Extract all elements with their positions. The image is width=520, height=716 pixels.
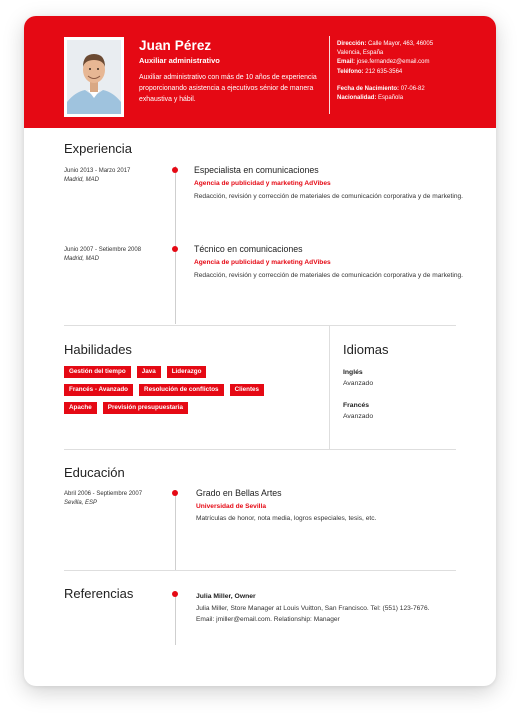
- reference-line-1: Julia Miller, Store Manager at Louis Vuitton, San Francisco. Tel: (551) 123-7676.: [196, 605, 430, 612]
- skill-tag: Clientes: [230, 384, 265, 396]
- reference-line-2: Email: jmiller@email.com. Relationship: Manager: [196, 616, 340, 623]
- resume-header: [24, 16, 496, 128]
- education-title: Educación: [64, 465, 125, 480]
- candidate-name: Juan Pérez: [139, 38, 212, 53]
- person-icon: [67, 40, 121, 114]
- header-divider: [329, 36, 330, 114]
- candidate-summary: Auxiliar administrativo con más de 10 años de experiencia proporcionando asistencia a ejecutivos sénior de manera exhaustiva y hábil.: [139, 74, 317, 103]
- experience-title: Experiencia: [64, 141, 132, 156]
- education-location: Sevilla, ESP: [64, 499, 98, 506]
- phone-line: [337, 68, 487, 77]
- profile-photo: [64, 37, 124, 117]
- experience-2-period: Junio 2007 - Setiembre 2008: [64, 247, 142, 253]
- experience-1-location: Madrid, MAD: [64, 176, 100, 183]
- reference-name: Julia Miller, Owner: [196, 593, 256, 600]
- timeline-dot: [172, 246, 178, 252]
- experience-2-dates: [64, 246, 141, 263]
- experience-2-description: Redacción, revisión y corrección de materiales de comunicación corporativa y de marketing.: [194, 272, 464, 279]
- language-1-level: Avanzado: [343, 380, 374, 387]
- education-degree: Grado en Bellas Artes: [196, 488, 282, 498]
- phone-value: 212 635-3564: [365, 68, 403, 75]
- address-value: Calle Mayor, 463, 46005: [368, 41, 434, 47]
- references-timeline: [175, 591, 176, 645]
- skill-tag: Previsión presupuestaria: [103, 402, 188, 414]
- nationality-label: Nacionalidad:: [337, 95, 377, 102]
- language-1-name: Inglés: [343, 369, 363, 376]
- birth-value: 07-06-82: [400, 85, 425, 92]
- section-divider: [64, 570, 456, 571]
- skill-tag: Gestión del tiempo: [64, 366, 131, 378]
- experience-timeline: [175, 166, 176, 324]
- skills-title: Habilidades: [64, 342, 132, 357]
- birth-line: [337, 85, 487, 94]
- timeline-dot: [172, 591, 178, 597]
- skill-row: [64, 402, 334, 414]
- education-timeline: [175, 490, 176, 570]
- resume-card: [24, 16, 496, 686]
- experience-1-company: Agencia de publicidad y marketing AdVibes: [194, 180, 331, 187]
- skill-tag: Apache: [64, 402, 97, 414]
- skill-row: [64, 384, 334, 396]
- address-label: Dirección:: [337, 41, 367, 47]
- email-line: [337, 58, 487, 67]
- experience-2-company: Agencia de publicidad y marketing AdVibes: [194, 259, 331, 266]
- education-dates: [64, 490, 142, 507]
- experience-1-period: Junio 2013 - Marzo 2017: [64, 168, 131, 174]
- experience-1-position: Especialista en comunicaciones: [194, 165, 319, 175]
- references-title: Referencias: [64, 586, 134, 601]
- skill-tag: Francés - Avanzado: [64, 384, 133, 396]
- address-line: [337, 40, 487, 49]
- language-2-level: Avanzado: [343, 413, 374, 420]
- experience-2-position: Técnico en comunicaciones: [194, 244, 303, 254]
- education-period: Abril 2006 - Septiembre 2007: [64, 491, 143, 497]
- timeline-dot: [172, 490, 178, 496]
- email-value: jose.fernandez@email.com: [356, 59, 430, 66]
- education-description: Matrículas de honor, nota media, logros especiales, tesis, etc.: [196, 515, 377, 522]
- skills-tags: [64, 366, 334, 420]
- section-divider: [64, 449, 456, 450]
- contact-info: [337, 40, 487, 103]
- address-line-2: Valencia, España: [337, 50, 384, 57]
- skill-row: [64, 366, 334, 378]
- skill-tag: Resolución de conflictos: [139, 384, 224, 396]
- email-label: Email:: [337, 59, 356, 66]
- experience-2-location: Madrid, MAD: [64, 255, 100, 262]
- section-divider: [64, 325, 456, 326]
- birth-label: Fecha de Nacimiento:: [337, 85, 400, 92]
- skill-tag: Liderazgo: [167, 366, 207, 378]
- education-school: Universidad de Sevilla: [196, 503, 266, 510]
- nationality-value: Española: [378, 95, 404, 102]
- nationality-line: [337, 94, 487, 103]
- languages-title: Idiomas: [343, 342, 389, 357]
- phone-label: Teléfono:: [337, 68, 364, 75]
- experience-1-dates: [64, 167, 130, 184]
- timeline-dot: [172, 167, 178, 173]
- skills-languages-divider: [329, 325, 330, 449]
- candidate-role: Auxiliar administrativo: [139, 56, 220, 65]
- language-2-name: Francés: [343, 402, 370, 409]
- experience-1-description: Redacción, revisión y corrección de materiales de comunicación corporativa y de marketing.: [194, 193, 464, 200]
- skill-tag: Java: [137, 366, 161, 378]
